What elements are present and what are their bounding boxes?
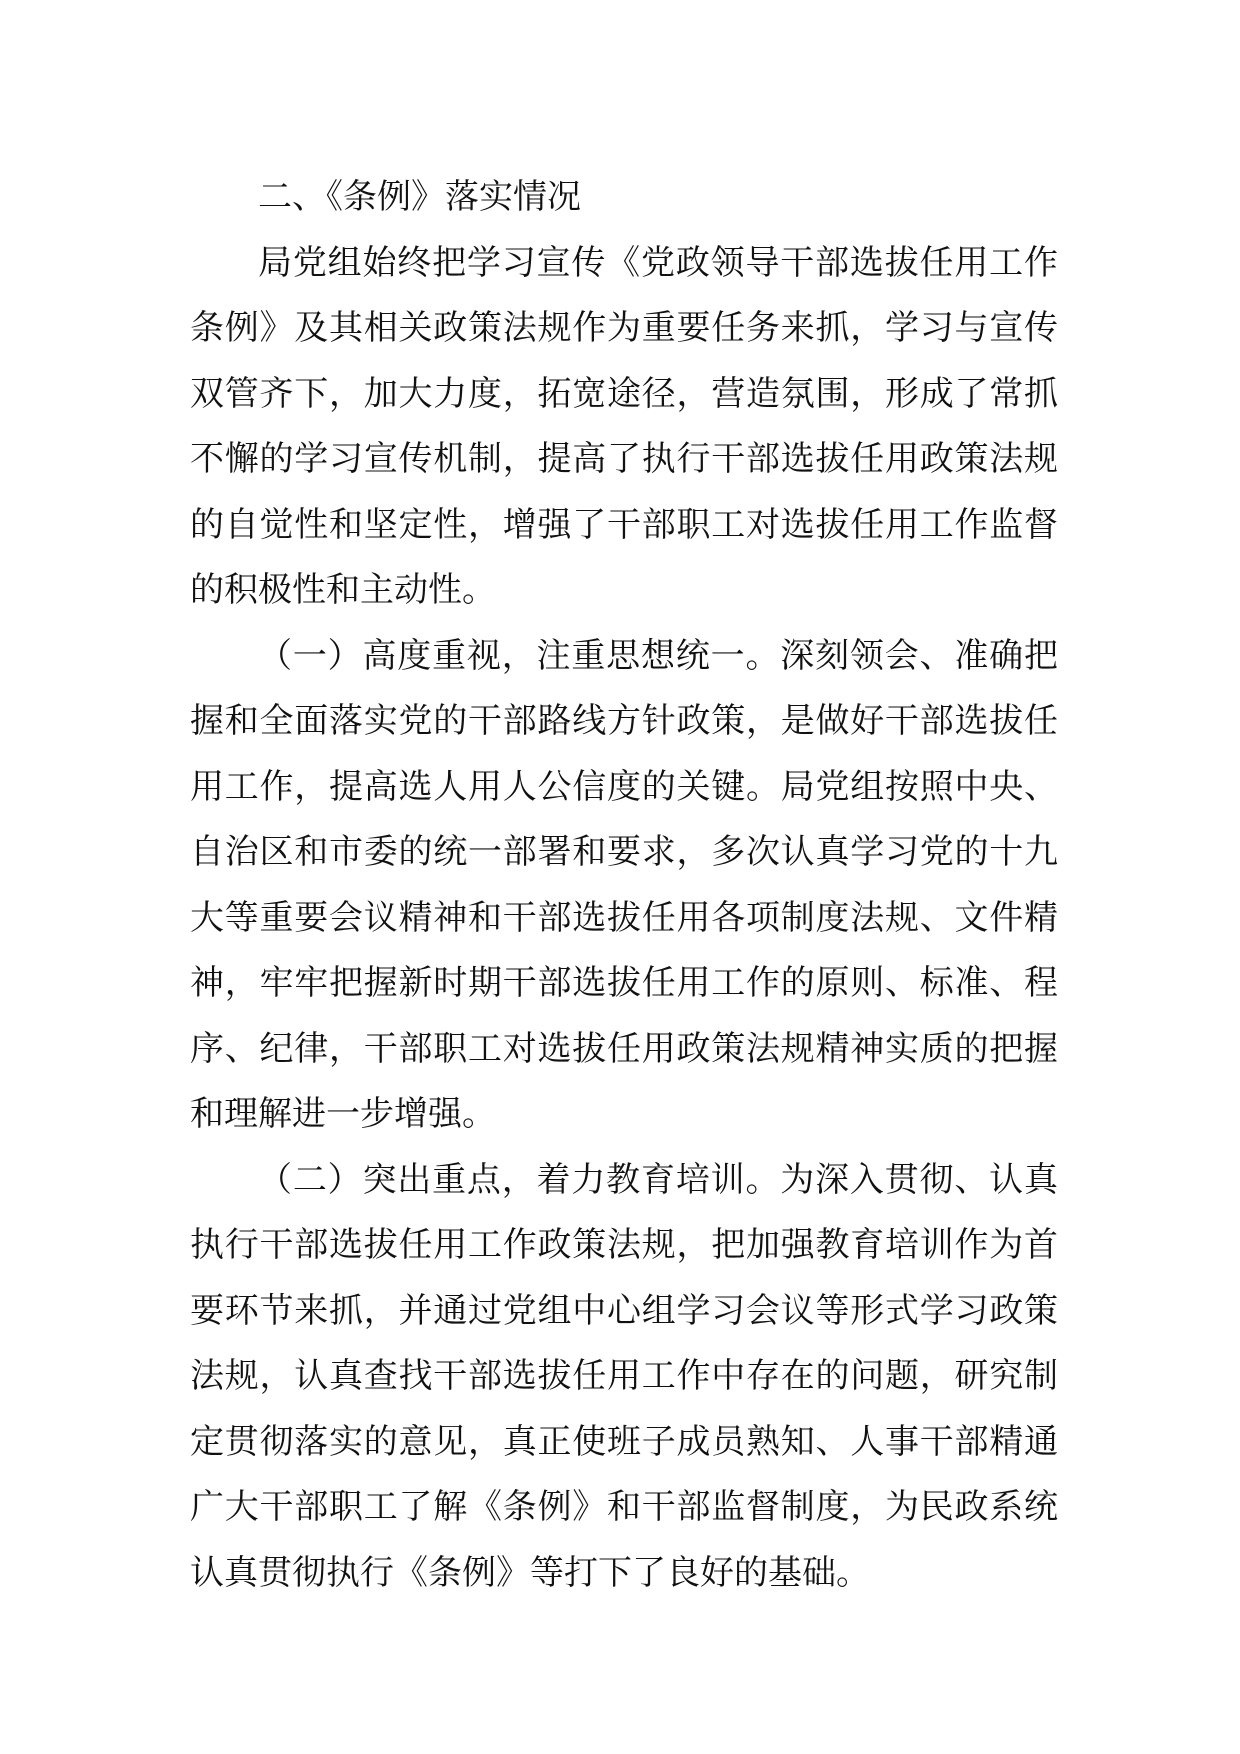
- paragraph-line: （二）突出重点，着力教育培训。为深入贯彻、认真: [258, 1159, 1058, 1200]
- paragraph-line: 法规，认真查找干部选拔任用工作中存在的问题，研究制: [190, 1356, 1058, 1396]
- paragraph-line: 自治区和市委的统一部署和要求，多次认真学习党的十九: [190, 832, 1058, 872]
- paragraph-3: [190, 1148, 1058, 1607]
- paragraph-line: 的自觉性和坚定性，增强了干部职工对选拔任用工作监督: [190, 504, 1058, 545]
- paragraph-line: 认真贯彻执行《条例》等打下了良好的基础。: [190, 1552, 870, 1593]
- section-heading: 二、《条例》落实情况: [258, 177, 581, 217]
- paragraph-line: 和理解进一步增强。: [190, 1094, 496, 1134]
- paragraph-line: 要环节来抓，并通过党组中心组学习会议等形式学习政策: [190, 1290, 1058, 1331]
- paragraph-line: 局党组始终把学习宣传《党政领导干部选拔任用工作: [258, 242, 1058, 283]
- paragraph-line: 的积极性和主动性。: [190, 570, 496, 610]
- paragraph-line: 序、纪律，干部职工对选拔任用政策法规精神实质的把握: [190, 1028, 1058, 1069]
- paragraph-line: 定贯彻落实的意见，真正使班子成员熟知、人事干部精通: [190, 1421, 1058, 1462]
- paragraph-line: 大等重要会议精神和干部选拔任用各项制度法规、文件精: [190, 897, 1058, 938]
- paragraph-line: 双管齐下，加大力度，拓宽途径，营造氛围，形成了常抓: [190, 373, 1058, 414]
- paragraph-2: [190, 624, 1058, 1148]
- paragraph-line: 用工作，提高选人用人公信度的关键。局党组按照中央、: [190, 766, 1058, 807]
- paragraph-line: 执行干部选拔任用工作政策法规，把加强教育培训作为首: [190, 1225, 1058, 1265]
- paragraph-line: 广大干部职工了解《条例》和干部监督制度，为民政系统: [190, 1487, 1058, 1527]
- paragraph-line: （一）高度重视，注重思想统一。深刻领会、准确把: [258, 635, 1058, 676]
- paragraph-line: 条例》及其相关政策法规作为重要任务来抓，学习与宣传: [190, 308, 1058, 348]
- paragraph-line: 不懈的学习宣传机制，提高了执行干部选拔任用政策法规: [190, 439, 1058, 479]
- document-body: [190, 165, 1058, 1606]
- paragraph-1: [190, 231, 1058, 624]
- paragraph-line: 神，牢牢把握新时期干部选拔任用工作的原则、标准、程: [190, 963, 1058, 1003]
- paragraph-line: 握和全面落实党的干部路线方针政策，是做好干部选拔任: [190, 701, 1058, 741]
